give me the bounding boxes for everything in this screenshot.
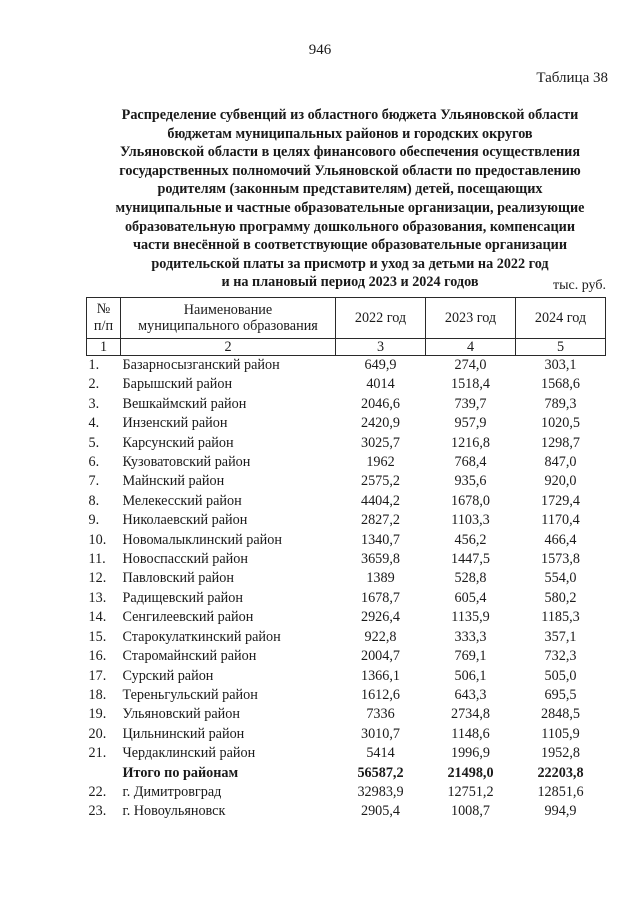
municipality-name: Мелекесский район — [122, 492, 242, 509]
value-2023: 506,1 — [454, 667, 487, 684]
header-row — [87, 298, 606, 339]
value-2024: 1020,5 — [540, 415, 580, 432]
page-number: 946 — [308, 42, 332, 58]
value-2023: 1008,7 — [450, 803, 490, 820]
header-name-line1: Наименование — [183, 302, 273, 318]
table-row — [87, 744, 606, 763]
value-2022: 1678,7 — [360, 589, 400, 606]
title-line: муниципальные и частные образовательные организации, реализующие — [115, 199, 585, 216]
value-2022: 1389 — [366, 570, 395, 587]
value-2022: 3010,7 — [360, 725, 400, 742]
municipality-name: Чердаклинский район — [122, 745, 256, 762]
value-2023: 1216,8 — [450, 434, 490, 451]
municipality-name: Николаевский район — [122, 512, 248, 529]
value-2023: 605,4 — [454, 589, 487, 606]
municipality-name: Тереньгульский район — [122, 686, 258, 703]
value-2022: 4404,2 — [360, 492, 400, 509]
title-line: образовательную программу дошкольного образования, компенсации — [124, 218, 576, 235]
table-body — [87, 356, 606, 822]
table-row — [87, 453, 606, 472]
value-2024: 994,9 — [544, 803, 577, 820]
title-line: государственных полномочий Ульяновской области по предоставлению — [119, 162, 581, 179]
total-row — [87, 764, 606, 783]
municipality-name: г. Димитровград — [122, 783, 222, 800]
municipality-name: Павловский район — [122, 570, 234, 587]
value-2024: 505,0 — [544, 667, 577, 684]
value-2022: 922,8 — [364, 628, 397, 645]
value-2023: 643,3 — [454, 686, 487, 703]
title-line: и на плановый период 2023 и 2024 годов — [221, 274, 479, 291]
value-2024: 1729,4 — [540, 492, 580, 509]
municipality-name: Старомайнский район — [122, 648, 257, 665]
value-2023: 769,1 — [454, 648, 487, 665]
value-2022: 1962 — [366, 454, 395, 471]
column-index-row — [87, 339, 606, 356]
value-2024: 466,4 — [544, 531, 577, 548]
row-number: 17. — [88, 667, 107, 684]
municipality-name: Сурский район — [122, 667, 214, 684]
column-index: 3 — [336, 339, 426, 356]
row-number: 9. — [88, 512, 100, 529]
municipality-name: Цильнинский район — [122, 725, 245, 742]
value-2023: 333,3 — [454, 628, 487, 645]
row-number: 21. — [88, 745, 107, 762]
value-2024: 1568,6 — [540, 376, 580, 393]
table-row — [87, 569, 606, 588]
header-number-symbol: № — [96, 301, 111, 317]
municipality-name: Инзенский район — [122, 415, 228, 432]
municipality-name: г. Новоульяновск — [122, 803, 226, 820]
value-2024: 580,2 — [544, 589, 577, 606]
header-number-abbrev: п/п — [93, 318, 114, 334]
value-2024: 357,1 — [544, 628, 577, 645]
municipality-name: Карсунский район — [122, 434, 234, 451]
subsidy-table — [86, 297, 606, 822]
municipality-name: Радищевский район — [122, 589, 243, 606]
value-2023: 739,7 — [454, 395, 487, 412]
value-2023: 1148,6 — [451, 725, 490, 742]
value-2024: 1573,8 — [540, 551, 580, 568]
table-row — [87, 686, 606, 705]
value-2023: 1996,9 — [450, 745, 490, 762]
column-index: 1 — [87, 339, 121, 356]
row-number: 2. — [88, 376, 100, 393]
row-number: 1. — [88, 357, 100, 373]
value-2024: 22203,8 — [537, 764, 584, 781]
value-2024: 920,0 — [544, 473, 577, 490]
value-2023: 1135,9 — [451, 609, 490, 626]
value-2023: 768,4 — [454, 454, 487, 471]
value-2024: 1105,9 — [541, 725, 580, 742]
header-year-2022: 2022 год — [336, 298, 426, 339]
row-number: 15. — [88, 628, 107, 645]
value-2024: 695,5 — [544, 686, 577, 703]
column-index: 2 — [121, 339, 336, 356]
value-2022: 2004,7 — [360, 648, 400, 665]
value-2022: 56587,2 — [357, 764, 404, 781]
municipality-name: Ульяновский район — [122, 706, 240, 723]
units-label: тыс. руб. — [553, 278, 606, 293]
value-2022: 2926,4 — [360, 609, 400, 626]
value-2022: 4014 — [366, 376, 395, 393]
row-number: 4. — [88, 415, 100, 432]
value-2024: 732,3 — [544, 648, 577, 665]
table-row — [87, 667, 606, 686]
municipality-name: Новомалыклинский район — [122, 531, 282, 548]
value-2023: 456,2 — [454, 531, 487, 548]
value-2023: 274,0 — [454, 357, 487, 373]
municipality-name: Кузоватовский район — [122, 454, 251, 471]
table-row — [87, 550, 606, 569]
value-2022: 5414 — [366, 745, 395, 762]
value-2022: 2046,6 — [360, 395, 400, 412]
row-number: 14. — [88, 609, 107, 626]
row-number: 20. — [88, 725, 107, 742]
municipality-name: Итого по районам — [122, 764, 239, 781]
header-year-2023: 2023 год — [426, 298, 516, 339]
row-number: 7. — [88, 473, 100, 490]
row-number: 12. — [88, 570, 107, 587]
table-row — [87, 375, 606, 394]
row-number: 11. — [88, 551, 106, 568]
value-2022: 3659,8 — [360, 551, 400, 568]
value-2023: 21498,0 — [447, 764, 494, 781]
value-2022: 2575,2 — [360, 473, 400, 490]
header-year-2024: 2024 год — [516, 298, 606, 339]
header-name — [121, 298, 336, 339]
title-line: Распределение субвенций из областного бюджета Ульяновской области — [121, 107, 579, 123]
row-number: 18. — [88, 686, 107, 703]
column-index: 4 — [426, 339, 516, 356]
header-name-line2: муниципального образования — [138, 318, 318, 334]
row-number: 22. — [88, 783, 107, 800]
value-2024: 303,1 — [544, 357, 577, 373]
value-2023: 1518,4 — [450, 376, 490, 393]
table-row — [87, 783, 606, 802]
municipality-name: Вешкаймский район — [122, 395, 247, 412]
row-number: 3. — [88, 395, 100, 412]
value-2023: 957,9 — [454, 415, 487, 432]
value-2024: 1185,3 — [541, 609, 580, 626]
value-2023: 528,8 — [454, 570, 487, 587]
title-line: части внесённой в соответствующие образовательные организации — [132, 237, 568, 254]
row-number: 5. — [88, 434, 100, 451]
table-row — [87, 628, 606, 647]
table-row — [87, 472, 606, 491]
municipality-name: Старокулаткинский район — [122, 628, 281, 645]
title-line: родителям (законным представителям) детей, посещающих — [157, 181, 543, 198]
table-row — [87, 725, 606, 744]
table-row — [87, 589, 606, 608]
value-2024: 12851,6 — [537, 783, 584, 800]
title-line: бюджетам муниципальных районов и городских округов — [167, 125, 533, 142]
table-row — [87, 608, 606, 627]
table-row — [87, 705, 606, 724]
title-line: Ульяновской области в целях финансового обеспечения осуществления — [119, 144, 580, 161]
value-2022: 32983,9 — [357, 783, 404, 800]
value-2024: 2848,5 — [540, 706, 580, 723]
value-2024: 1170,4 — [541, 512, 580, 529]
municipality-name: Майнский район — [122, 473, 225, 490]
municipality-name: Сенгилеевский район — [122, 609, 254, 626]
municipality-name: Новоспасский район — [122, 551, 248, 568]
value-2023: 1447,5 — [450, 551, 490, 568]
value-2022: 1340,7 — [360, 531, 400, 548]
table-row — [87, 802, 606, 821]
table-row — [87, 414, 606, 433]
row-number — [87, 764, 121, 783]
value-2024: 1298,7 — [540, 434, 580, 451]
value-2023: 12751,2 — [447, 783, 494, 800]
table-row — [87, 395, 606, 414]
row-number: 16. — [88, 648, 107, 665]
municipality-name: Барышский район — [122, 376, 233, 393]
document-title — [95, 106, 605, 292]
municipality-name: Базарносызганский район — [122, 357, 280, 373]
value-2024: 554,0 — [544, 570, 577, 587]
value-2022: 649,9 — [364, 357, 397, 373]
table-row — [87, 531, 606, 550]
row-number: 19. — [88, 706, 107, 723]
value-2023: 935,6 — [454, 473, 487, 490]
row-number: 6. — [88, 454, 100, 471]
value-2022: 2420,9 — [360, 415, 400, 432]
row-number: 10. — [88, 531, 107, 548]
table-row — [87, 434, 606, 453]
row-number: 13. — [88, 589, 107, 606]
value-2022: 1366,1 — [360, 667, 400, 684]
value-2022: 7336 — [366, 706, 395, 723]
table-row — [87, 647, 606, 666]
value-2023: 1103,3 — [451, 512, 490, 529]
value-2022: 2905,4 — [360, 803, 400, 820]
value-2024: 1952,8 — [540, 745, 580, 762]
value-2024: 789,3 — [544, 395, 577, 412]
value-2022: 3025,7 — [360, 434, 400, 451]
value-2022: 1612,6 — [360, 686, 400, 703]
table-label: Таблица 38 — [536, 70, 608, 86]
row-number: 23. — [88, 803, 107, 820]
title-line: родительской платы за присмотр и уход за детьми на 2022 год — [151, 255, 549, 272]
table-row — [87, 511, 606, 530]
value-2023: 1678,0 — [450, 492, 490, 509]
header-number — [87, 298, 121, 339]
row-number: 8. — [88, 492, 100, 509]
column-index: 5 — [516, 339, 606, 356]
value-2024: 847,0 — [544, 454, 577, 471]
table-row — [87, 492, 606, 511]
value-2022: 2827,2 — [360, 512, 400, 529]
table-row — [87, 356, 606, 376]
value-2023: 2734,8 — [450, 706, 490, 723]
